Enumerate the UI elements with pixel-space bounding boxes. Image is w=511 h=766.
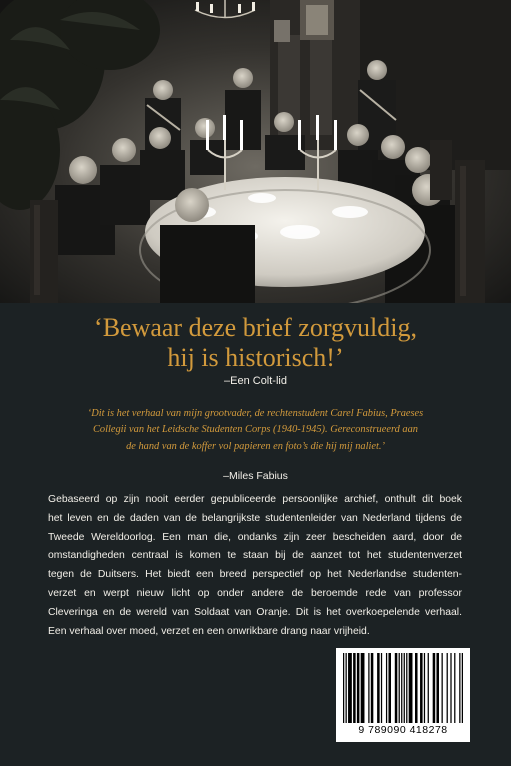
barcode-bar [436,653,439,723]
barcode-bar [401,653,402,723]
barcode-bar [454,653,455,723]
blurb-line: Tweede Wereldoorlog. Een man die, ondanks zijn zeer bescheiden aard, door de [48,531,462,543]
barcode-bar [353,653,356,723]
barcode-bar [346,653,347,723]
barcode-bar [386,653,387,723]
quote-line-2: hij is historisch!’ [167,343,344,372]
quote-line-1: ‘Bewaar deze brief zorgvuldig, [94,313,417,342]
barcode-bar [343,653,344,723]
blurb-line: tegen de Duitsers. Het biedt een breed perspectief op het Nederlandse studenten- [48,569,462,581]
barcode-bar [424,653,425,723]
testimonial-quote [48,406,463,455]
isbn-barcode [336,648,470,742]
barcode-bar [381,653,382,723]
headline-quote [0,313,511,373]
barcode-icon [343,653,463,723]
barcode-bar [371,653,374,723]
barcode-bar [442,653,443,723]
barcode-bar [409,653,413,723]
barcode-bar [462,653,463,723]
barcode-bar [388,653,391,723]
barcode-bar [357,653,360,723]
barcode-bar [377,653,380,723]
blurb-line: het leven en de daden van de belangrijkste studentenleider van Nederland tijdens de [48,512,462,524]
testimonial-line: Collegii van het Leidsche Studenten Corps (1940-1945). Gereconstrueerd aan [92,424,419,436]
barcode-bar [399,653,400,723]
barcode-bar [420,653,423,723]
blurb-line: omstandigheden centraal is komen te staan bij de aanzet tot het studentenverzet [48,550,462,562]
blurb-text [48,491,462,641]
testimonial-line: ‘Dit is het verhaal van mijn grootvader, de rechtenstudent Carel Fabius, Praeses [87,408,424,419]
barcode-bar [415,653,418,723]
barcode-bar [361,653,365,723]
barcode-bar [433,653,436,723]
dinner-photo-image [0,0,511,303]
barcode-bar [395,653,398,723]
barcode-bar [459,653,460,723]
barcode-bar [368,653,369,723]
barcode-bar [450,653,451,723]
blurb-line: Een verhaal over moed, verzet en een onwrikbare drang naar vrijheid. [48,625,370,637]
barcode-bar [404,653,405,723]
blurb-line: Gebaseerd op zijn nooit eerder gepubliceerde persoonlijke archief, onthult dit boek [48,494,462,505]
blurb-line: verzet en werpt nieuw licht op onder andere de beroemde rede van professor [48,587,462,599]
barcode-bar [406,653,407,723]
isbn-number: 9 789090 418278 [358,724,448,736]
dinner-photo [0,0,511,303]
quote-attribution: –Een Colt-lid [224,375,287,387]
blurb-line: Cleveringa en de wereld van Soldaat van Oranje. Dit is het overkoepelende verhaal. [48,606,462,618]
barcode-bar [348,653,352,723]
barcode-bar [428,653,429,723]
testimonial-attribution: –Miles Fabius [223,470,288,482]
testimonial-line: de hand van de koffer vol papieren en foto’s die hij mij naliet.’ [126,440,385,452]
barcode-bar [447,653,448,723]
